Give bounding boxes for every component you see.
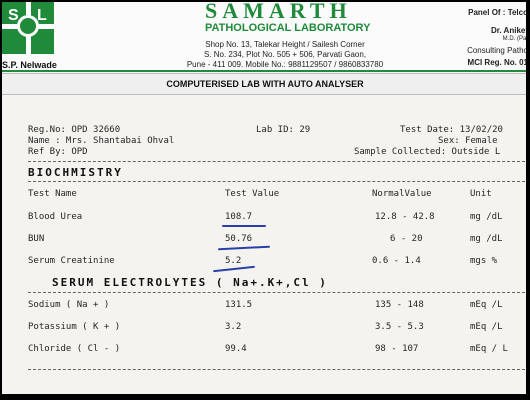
unit: mEq /L	[470, 322, 503, 332]
col-test-value: Test Value	[225, 189, 280, 199]
normal-range: 3.5 - 5.3	[375, 322, 424, 332]
unit: mg /dL	[470, 212, 503, 222]
section-title-electrolytes: SERUM ELECTROLYTES ( Na+.K+,Cl )	[52, 276, 328, 289]
test-name: Serum Creatinine	[28, 256, 115, 266]
svg-text:S: S	[8, 7, 19, 24]
normal-range: 6 - 20	[390, 234, 423, 244]
test-name: BUN	[28, 234, 45, 244]
unit: mg /dL	[470, 234, 503, 244]
banner: COMPUTERISED LAB WITH AUTO ANALYSER	[0, 73, 530, 95]
normal-range: 135 - 148	[375, 300, 424, 310]
test-value: 99.4	[225, 344, 247, 354]
test-name: Sodium ( Na + )	[28, 300, 110, 310]
address-line-3: Pune - 411 009. Mobile No.: 9881129507 / 9860833780	[186, 60, 384, 69]
sample-collected: Sample Collected: Outside L	[354, 147, 501, 157]
test-value: 108.7	[225, 212, 253, 222]
lab-subtitle: PATHOLOGICAL LABORATORY	[205, 22, 371, 34]
svg-text:L: L	[37, 7, 47, 24]
normal-range: 0.6 - 1.4	[372, 256, 421, 266]
logo-owner-name: S.P. Nelwade	[2, 60, 57, 70]
test-date: Test Date: 13/02/20	[400, 125, 503, 135]
unit: mgs %	[470, 256, 498, 266]
panel-of: Panel Of : Telco	[468, 8, 528, 17]
ref-by: Ref By: OPD	[28, 147, 88, 157]
address-line-1: Shop No. 13, Talekar Height / Sailesh Corner	[205, 40, 365, 49]
unit: mEq /L	[470, 300, 503, 310]
lab-id: Lab ID: 29	[256, 125, 311, 135]
test-value: 3.2	[225, 322, 242, 332]
test-value: 5.2	[225, 256, 242, 266]
normal-range: 98 - 107	[375, 344, 419, 354]
address-line-2: S. No. 234, Plot No. 505 + 506, Parvati Gaon,	[203, 50, 367, 59]
doctor-degree: M.D. (Pat	[502, 36, 528, 42]
test-value: 50.76	[225, 234, 253, 244]
unit: mEq / L	[470, 344, 508, 354]
patient-name: Name : Mrs. Shantabai Ohval	[28, 136, 175, 146]
col-normal-value: NormalValue	[372, 189, 432, 199]
normal-range: 12.8 - 42.8	[375, 212, 435, 222]
test-name: Potassium ( K + )	[28, 322, 121, 332]
mci-reg: MCI Reg. No. 01	[467, 58, 528, 67]
test-name: Blood Urea	[28, 212, 83, 222]
col-unit: Unit	[470, 189, 492, 199]
section-title-biochemistry: BIOCHMISTRY	[28, 166, 123, 179]
col-test-name: Test Name	[28, 189, 77, 199]
doctor-name: Dr. Aniket	[490, 26, 528, 35]
lab-name: SAMARTH	[205, 0, 352, 23]
consulting-title: Consulting Patho	[467, 46, 528, 55]
test-value: 131.5	[225, 300, 253, 310]
reg-no: Reg.No: OPD 32660	[28, 125, 121, 135]
patient-sex: Sex: Female	[438, 136, 498, 146]
test-name: Chloride ( Cl - )	[28, 344, 121, 354]
